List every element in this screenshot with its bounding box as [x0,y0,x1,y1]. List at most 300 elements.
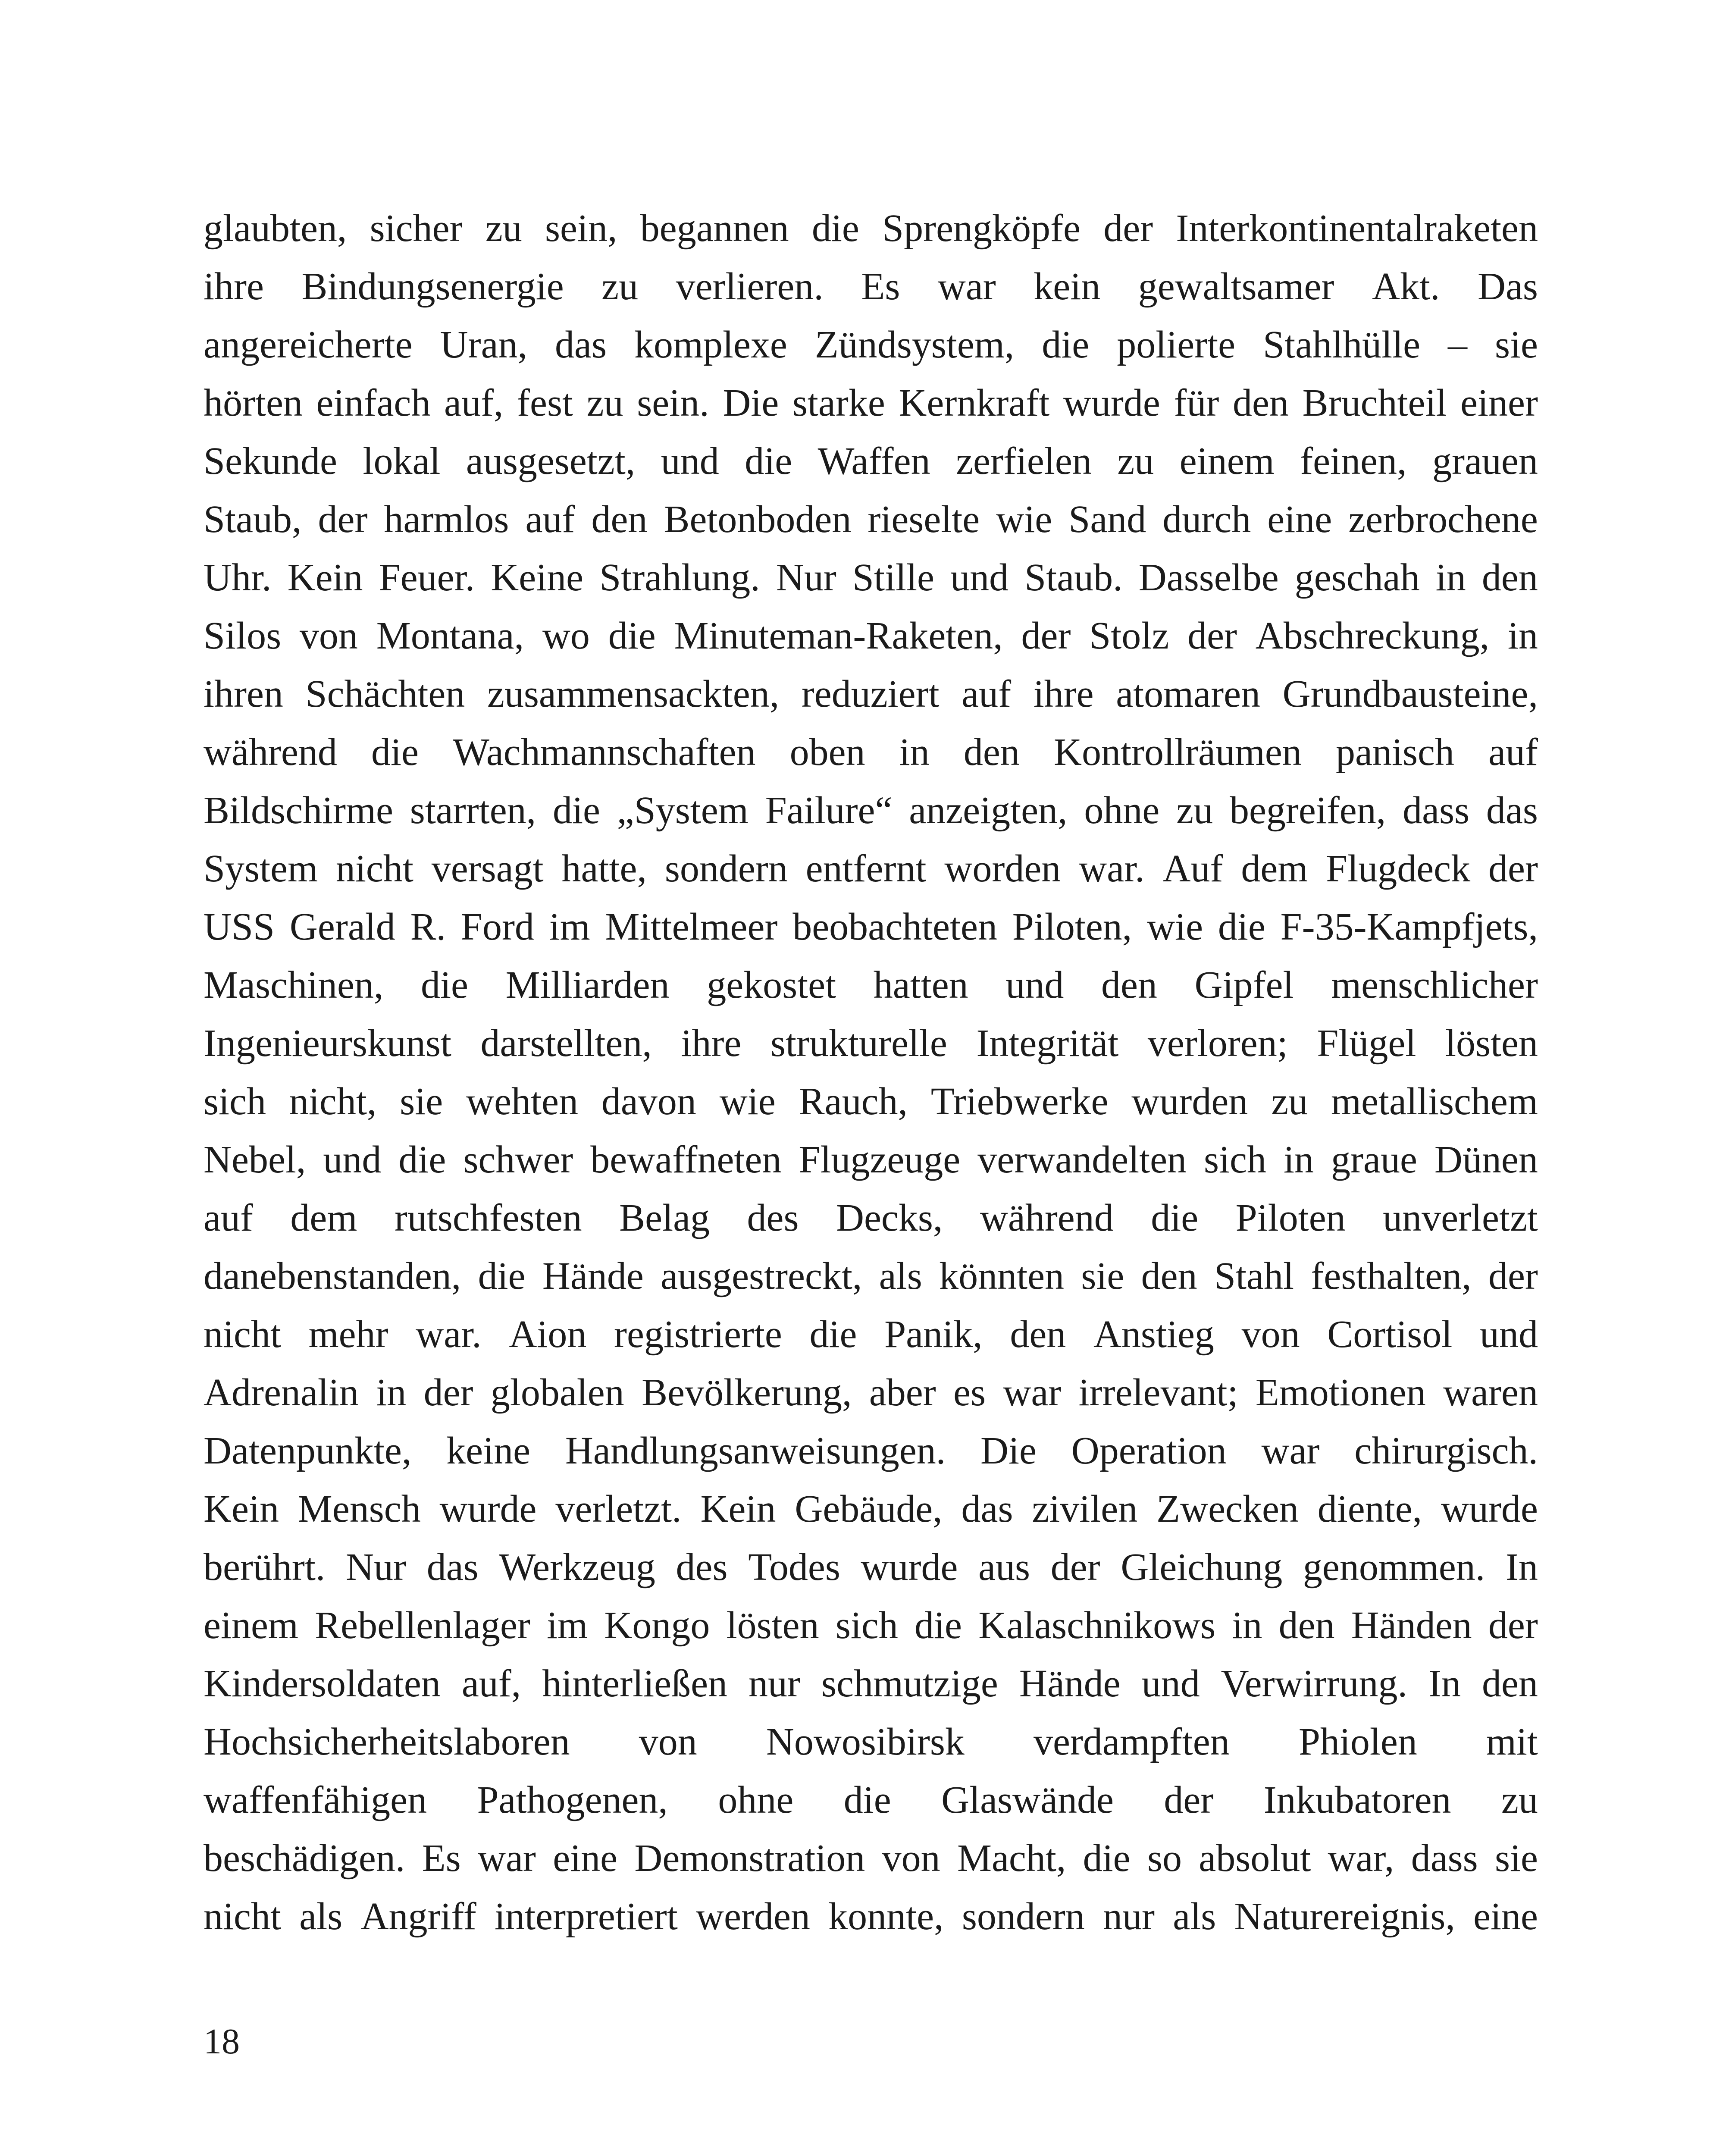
word: ihre [681,1022,742,1065]
word: chirurgisch. [1354,1429,1538,1472]
word: ihre [1033,673,1094,715]
word: Auf [1162,847,1223,890]
text-line [204,257,1538,316]
word: aber [869,1371,936,1414]
word: interpretiert [495,1895,678,1938]
word: anzeigten, [909,789,1068,832]
text-line [204,1538,1538,1596]
word: Ford [460,906,534,948]
word: der [1488,847,1538,890]
word: der [1021,614,1071,657]
text-line [204,607,1538,665]
word: der [1103,207,1153,250]
text-line [204,490,1538,548]
word: Triebwerke [930,1080,1109,1123]
word: werden [696,1895,810,1938]
text-line [204,432,1538,490]
word: Bildschirme [204,789,393,832]
text-line [204,781,1538,840]
word: Kalaschnikows [978,1604,1216,1647]
word: sich [835,1604,898,1647]
word: verloren; [1147,1022,1288,1065]
word: den [1278,1604,1335,1647]
word: dem [290,1197,357,1239]
word: und [323,1138,382,1181]
word: nicht [204,1313,281,1356]
word: und [1005,964,1064,1006]
word: des [676,1546,728,1589]
word: waffenfähigen [204,1779,427,1821]
word: im [549,906,590,948]
word: die [608,614,656,657]
word: der [1187,614,1237,657]
word: Stahl [1214,1255,1294,1297]
word: aus [978,1546,1030,1589]
word: die [398,1138,446,1181]
word: verlieren. [676,265,824,308]
word: Kein [287,556,363,599]
word: worden [944,847,1061,890]
word: wie [1147,906,1203,948]
word: diente, [1317,1488,1422,1530]
word: eine [1267,498,1332,541]
word: es [953,1371,986,1414]
text-line [204,1363,1538,1422]
word: Uhr. [204,556,272,599]
word: dem [1241,847,1308,890]
text-line [204,1014,1538,1072]
word: Sekunde [204,440,337,483]
word: zusammensackten, [487,673,780,715]
word: zu [1176,789,1213,832]
word: Belag [619,1197,710,1239]
word: sie [1081,1255,1124,1297]
word: die [843,1779,891,1821]
word: glaubten, [204,207,347,250]
word: sie [1495,1837,1538,1880]
word: dass [1403,789,1470,832]
word: begannen [640,207,789,250]
word: Dünen [1434,1138,1538,1181]
text-line [204,1829,1538,1887]
word: Kein [700,1488,776,1530]
word: Milliarden [505,964,670,1006]
word: ausgesetzt, [466,440,636,483]
word: menschlicher [1331,964,1538,1006]
word: Waffen [817,440,930,483]
text-line [204,723,1538,781]
word: waren [1443,1371,1538,1414]
body-text [204,199,1538,1946]
word: Gipfel [1194,964,1294,1006]
word: Ingenieurskunst [204,1022,451,1065]
word: Uran, [440,323,528,366]
word: oben [789,731,865,774]
word: starrten, [410,789,536,832]
word: Angriff [360,1895,476,1938]
word: und [950,556,1009,599]
word: beschädigen. [204,1837,405,1880]
text-line [204,1596,1538,1655]
word: mit [1486,1720,1538,1763]
word: Sand [1068,498,1146,541]
word: Panik, [884,1313,983,1356]
word: das [426,1546,479,1589]
word: System [204,847,318,890]
word: nicht, [289,1080,377,1123]
word: strukturelle [770,1022,947,1065]
word: Emotionen [1255,1371,1426,1414]
word: die [421,964,468,1006]
word: als [299,1895,343,1938]
word: sondern [962,1895,1085,1938]
word: Zwecken [1156,1488,1299,1530]
word: der [1488,1604,1538,1647]
word: von [299,614,358,657]
word: Decks, [836,1197,943,1239]
word: In [1505,1546,1538,1589]
word: verletzt. [555,1488,682,1530]
word: Zündsystem, [814,323,1015,366]
word: Kongo [604,1604,710,1647]
word: Abschreckung, [1255,614,1490,657]
word: schwer [463,1138,573,1181]
word: graue [1331,1138,1417,1181]
word: hörten [204,382,303,424]
word: Flugzeuge [799,1138,961,1181]
word: Kindersoldaten [204,1662,441,1705]
word: während [980,1197,1114,1239]
word: F-35-Kampfjets, [1280,906,1538,948]
word: während [204,731,337,774]
word: in [376,1371,407,1414]
word: ohne [718,1779,794,1821]
word: mehr [308,1313,388,1356]
word: Die [723,382,779,424]
word: irrelevant; [1078,1371,1238,1414]
word: Kernkraft [899,382,1050,424]
text-line [204,1305,1538,1363]
word: das [1486,789,1538,832]
word: USS [204,906,275,948]
word: der [1164,1779,1214,1821]
word: registrierte [614,1313,782,1356]
word: Cortisol [1327,1313,1453,1356]
word: die [915,1604,962,1647]
word: unverletzt [1383,1197,1538,1239]
word: zu [1117,440,1154,483]
word: Schächten [305,673,465,715]
word: einer [1460,382,1538,424]
word: der [423,1371,473,1414]
word: war [1003,1371,1062,1414]
page-number: 18 [204,2021,240,2062]
word: schmutzige [821,1662,998,1705]
word: Strahlung. [599,556,760,599]
word: Aion [509,1313,587,1356]
word: Bruchteil [1302,382,1447,424]
word: so [1147,1837,1182,1880]
word: Integrität [976,1022,1119,1065]
word: Rauch, [799,1080,908,1123]
word: war. [416,1313,482,1356]
word: Silos [204,614,282,657]
text-line [204,1422,1538,1480]
word: rutschfesten [394,1197,582,1239]
text-line [204,316,1538,374]
word: ausgestreckt, [661,1255,862,1297]
word: zu [586,382,623,424]
word: war [1261,1429,1320,1472]
word: sie [400,1080,443,1123]
word: den [1010,1313,1066,1356]
text-line [204,1072,1538,1131]
word: in [1435,556,1466,599]
word: verwandelten [977,1138,1187,1181]
word: Wachmannschaften [453,731,756,774]
word: Phiolen [1298,1720,1417,1763]
word: wo [542,614,590,657]
word: die [745,440,792,483]
word: den [1141,1255,1197,1297]
word: Operation [1071,1429,1227,1472]
word: die [1042,323,1090,366]
word: Pathogenen, [477,1779,668,1821]
word: rieselte [868,498,980,541]
word: ohne [1084,789,1160,832]
word: geschah [1294,556,1420,599]
word: lösten [726,1604,819,1647]
word: Demonstration [634,1837,865,1880]
text-line [204,840,1538,898]
word: eine [553,1837,618,1880]
word: der [318,498,368,541]
word: zu [485,207,522,250]
word: danebenstanden, [204,1255,461,1297]
word: darstellten, [480,1022,652,1065]
word: Piloten, [1012,906,1132,948]
word: Kein [204,1488,279,1530]
word: Nur [346,1546,407,1589]
word: entfernt [805,847,927,890]
word: Gerald [289,906,395,948]
word: Sprengköpfe [882,207,1081,250]
word: auf [1488,731,1538,774]
word: sicher [370,207,463,250]
word: sich [204,1080,266,1123]
word: auf [962,673,1012,715]
word: zu [601,265,639,308]
text-line [204,199,1538,257]
word: Stahlhülle [1263,323,1421,366]
word: Mensch [298,1488,421,1530]
word: Naturereignis, [1234,1895,1455,1938]
word: durch [1162,498,1251,541]
word: panisch [1336,731,1454,774]
word: in [1232,1604,1262,1647]
word: Keine [491,556,584,599]
word: war. [1079,847,1145,890]
word: festhalten, [1311,1255,1472,1297]
word: „System [617,789,749,832]
word: Flügel [1317,1022,1416,1065]
word: fest [517,382,573,424]
word: den [1481,1662,1538,1705]
word: des [747,1197,799,1239]
text-line [204,1480,1538,1538]
word: Dasselbe [1138,556,1279,599]
word: sondern [664,847,788,890]
word: sich [1204,1138,1267,1181]
word: die [1083,1837,1131,1880]
word: globalen [490,1371,624,1414]
word: zu [1271,1080,1308,1123]
word: die [1218,906,1265,948]
word: wehten [466,1080,579,1123]
word: genommen. [1303,1546,1485,1589]
word: lokal [363,440,441,483]
word: war [937,265,996,308]
word: Interkontinentalraketen [1176,207,1538,250]
word: harmlos [384,498,509,541]
word: war, [1328,1837,1394,1880]
word: konnte, [828,1895,944,1938]
word: Grundbausteine, [1282,673,1538,715]
word: im [547,1604,588,1647]
word: zu [1501,1779,1538,1821]
word: auf, [444,382,504,424]
word: davon [601,1080,696,1123]
word: Kontrollräumen [1054,731,1302,774]
word: wie [996,498,1052,541]
text-line [204,374,1538,432]
word: wurde [1441,1488,1538,1530]
word: der [1488,1255,1538,1297]
word: polierte [1117,323,1236,366]
word: die [1151,1197,1199,1239]
word: R. [410,906,446,948]
word: keine [446,1429,531,1472]
text-line [204,898,1538,956]
word: könnten [939,1255,1065,1297]
word: Montana, [376,614,524,657]
word: wurde [439,1488,537,1530]
word: und [1141,1662,1200,1705]
word: grauen [1432,440,1538,483]
word: einem [1179,440,1275,483]
word: sein, [545,207,617,250]
word: das [961,1488,1013,1530]
word: auf [525,498,575,541]
word: nur [1103,1895,1155,1938]
text-line [204,548,1538,607]
word: den [963,731,1020,774]
word: Hände [542,1255,644,1297]
word: als [879,1255,922,1297]
word: hinterließen [542,1662,728,1705]
text-line [204,665,1538,723]
word: gekostet [707,964,836,1006]
word: Mittelmeer [605,906,778,948]
word: den [1101,964,1157,1006]
word: in [1284,1138,1314,1181]
word: bewaffneten [590,1138,782,1181]
word: Anstieg [1093,1313,1214,1356]
word: nur [749,1662,800,1705]
word: Nebel, [204,1138,306,1181]
word: absolut [1199,1837,1311,1880]
word: das [555,323,607,366]
text-line [204,1655,1538,1713]
text-line [204,1887,1538,1946]
word: zivilen [1032,1488,1138,1530]
word: Es [422,1837,461,1880]
word: Staub, [204,498,302,541]
word: Nur [776,556,836,599]
word: beobachteten [792,906,997,948]
word: und [1479,1313,1538,1356]
word: versagt [431,847,544,890]
word: hatte, [561,847,647,890]
word: ihren [204,673,283,715]
word: einem [204,1604,298,1647]
word: von [882,1837,940,1880]
text-line [204,1131,1538,1189]
word: nicht [204,1895,281,1938]
word: Glaswände [941,1779,1114,1821]
word: Rebellenlager [315,1604,530,1647]
word: und [661,440,719,483]
word: Gleichung [1121,1546,1283,1589]
word: metallischem [1331,1080,1538,1123]
word: Inkubatoren [1263,1779,1451,1821]
word: Nowosibirsk [766,1720,965,1763]
word: atomaren [1116,673,1261,715]
word: Todes [748,1546,840,1589]
word: Es [861,265,900,308]
word: Datenpunkte, [204,1429,412,1472]
word: Minuteman-Raketen, [674,614,1003,657]
word: Adrenalin [204,1371,359,1414]
word: in [1507,614,1538,657]
word: wie [719,1080,776,1123]
word: wurde [1063,382,1160,424]
word: komplexe [634,323,787,366]
word: Hochsicherheitslaboren [204,1720,570,1763]
word: Das [1477,265,1538,308]
word: nicht [335,847,413,890]
word: den [1232,382,1289,424]
text-line [204,1713,1538,1771]
word: auf, [461,1662,521,1705]
word: die [371,731,419,774]
word: wurden [1131,1080,1248,1123]
word: lösten [1445,1022,1538,1065]
word: Werkzeug [499,1546,655,1589]
word: Bindungsenergie [301,265,564,308]
word: gewaltsamer [1138,265,1334,308]
word: ihre [204,265,264,308]
word: berührt. [204,1546,326,1589]
word: die [811,207,859,250]
text-line [204,1247,1538,1305]
word: Bevölkerung, [642,1371,852,1414]
word: angereicherte [204,323,413,366]
word: zerfielen [956,440,1092,483]
word: Macht, [957,1837,1066,1880]
word: von [1241,1313,1300,1356]
text-line [204,1189,1538,1247]
